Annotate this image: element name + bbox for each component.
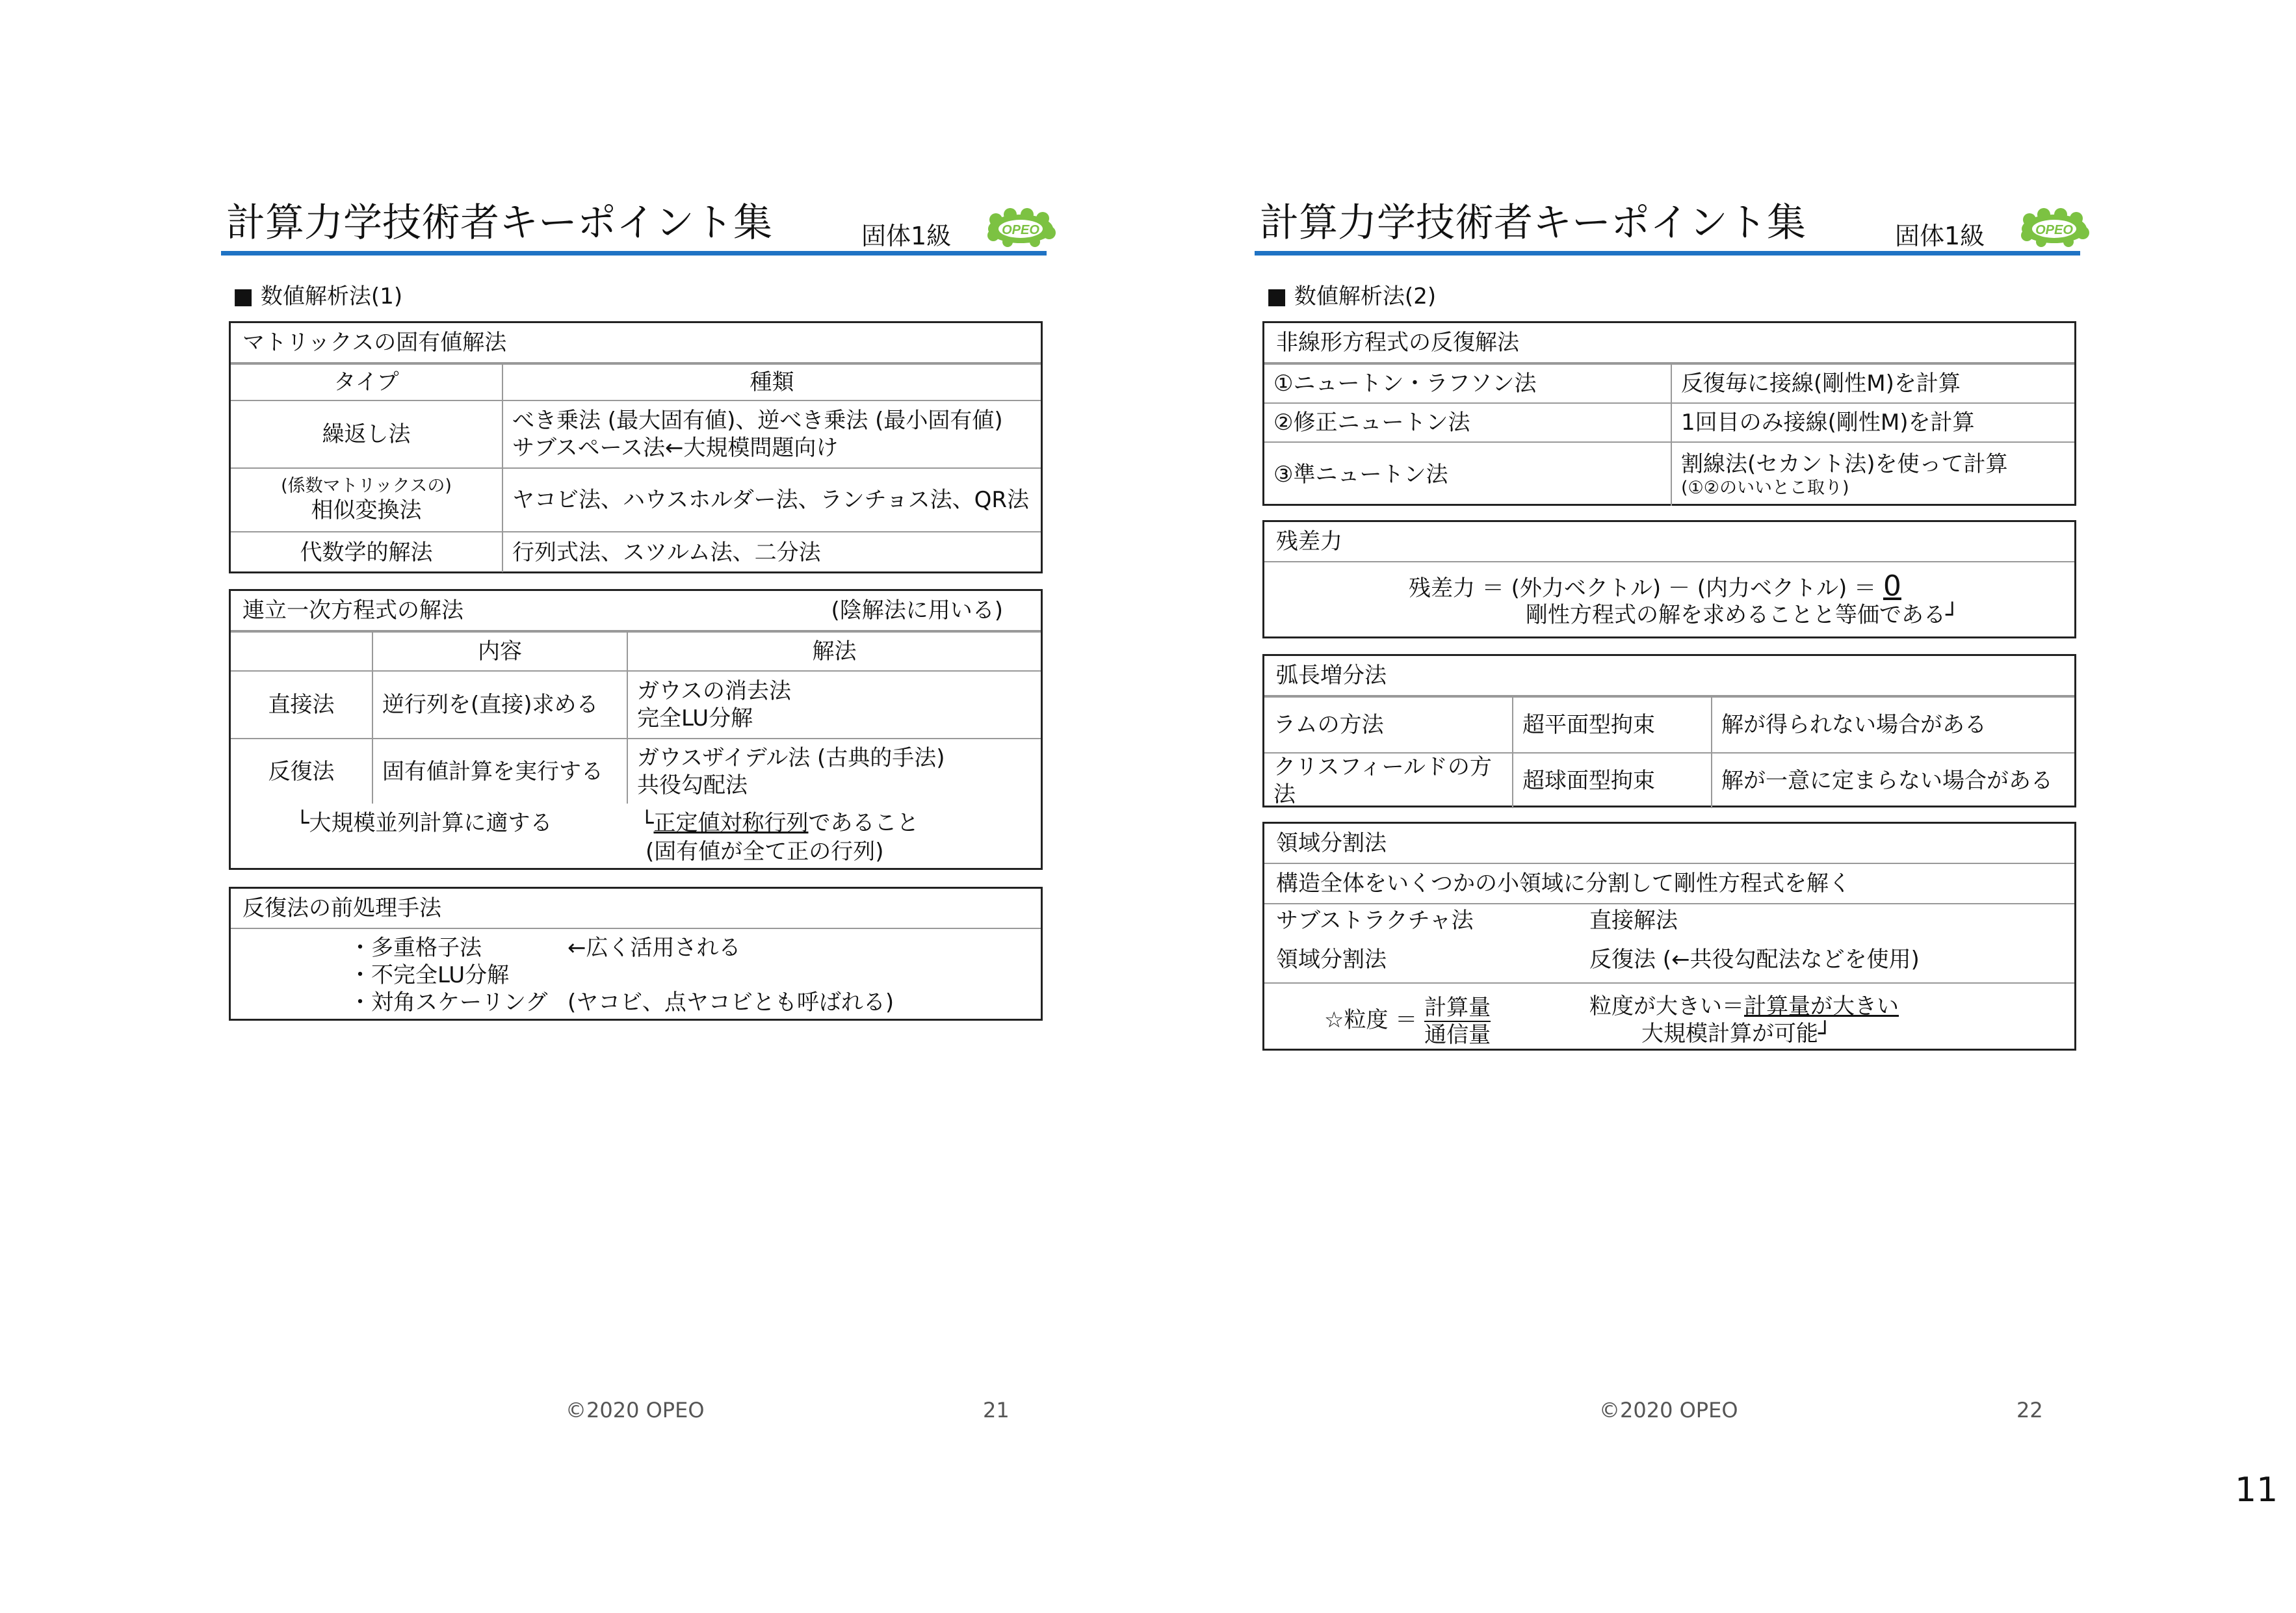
box-header: 連立一次方程式の解法 <box>242 597 463 623</box>
table-row: 代数学的解法 行列式法、スツルム法、二分法 <box>231 532 1041 572</box>
opeo-logo-icon <box>2015 207 2093 248</box>
method-solver: 直接解法 <box>1589 908 1678 934</box>
divider <box>1264 982 2074 984</box>
list-item: ・不完全LU分解 <box>349 962 510 988</box>
column-header: 種類 <box>502 364 1041 400</box>
box-header: 弧長増分法 <box>1264 656 2074 696</box>
eigenvalue-table <box>231 363 1041 572</box>
linear-equation-table <box>231 631 1041 804</box>
preconditioning-box <box>229 887 1043 1021</box>
note-right-sub: (固有値が全て正の行列) <box>646 839 884 865</box>
list-note: ←広く活用される <box>567 935 741 961</box>
residual-note: 剛性方程式の解を求めることと等価である┘ <box>1526 602 1959 628</box>
nonlinear-table <box>1264 363 2074 506</box>
column-header: 内容 <box>372 632 627 671</box>
granularity-sub: 大規模計算が可能┘ <box>1641 1021 1832 1047</box>
section-heading: ■ 数値解析法(1) <box>233 283 403 309</box>
opeo-logo-icon <box>982 207 1060 248</box>
note-right: └正定値対称行列であること <box>640 810 919 836</box>
slide-title: 計算力学技術者キーポイント集 <box>226 200 772 246</box>
box-header: 反復法の前処理手法 <box>231 889 1041 929</box>
eigenvalue-methods-box <box>229 321 1043 573</box>
table-row: ラムの方法 超平面型拘束 解が得られない場合がある <box>1264 697 2074 753</box>
copyright: ©2020 OPEO <box>566 1398 705 1423</box>
equation-zero: 0 <box>1883 570 1901 603</box>
table-row: ③準ニュートン法 割線法(セカント法)を使って計算 (①②のいいとこ取り) <box>1264 442 2074 506</box>
residual-equation: 残差力 ＝ (外力ベクトル) － (内力ベクトル) ＝ 0 <box>1409 570 1901 603</box>
box-header: 非線形方程式の反復解法 <box>1264 323 2074 363</box>
svg-text:OPEO: OPEO <box>1002 223 1039 237</box>
table-row: 直接法 逆行列を(直接)求める ガウスの消去法 完全LU分解 <box>231 671 1041 739</box>
box-subheader: 構造全体をいくつかの小領域に分割して剛性方程式を解く <box>1264 864 2074 904</box>
linear-equation-methods-box <box>229 589 1043 870</box>
page-number: 22 <box>2016 1398 2043 1423</box>
grade-label: 固体1級 <box>1895 222 1985 250</box>
list-note: (ヤコビ、点ヤコビとも呼ばれる) <box>567 990 894 1016</box>
table-row: ①ニュートン・ラフソン法 反復毎に接線(剛性M)を計算 <box>1264 364 2074 403</box>
table-row: クリスフィールドの方法 超球面型拘束 解が一意に定まらない場合がある <box>1264 753 2074 808</box>
section-heading: ■ 数値解析法(2) <box>1266 283 1437 309</box>
list-item: ・対角スケーリング <box>349 990 548 1016</box>
box-header: 残差力 <box>1264 522 2074 562</box>
slide-22 <box>1255 0 2230 1495</box>
box-header-note: (陰解法に用いる) <box>831 597 1003 623</box>
list-item: ・多重格子法 <box>349 935 482 961</box>
sheet-page-number: 11 <box>2235 1471 2278 1510</box>
column-header: 解法 <box>627 632 1041 671</box>
page-number: 21 <box>983 1398 1010 1423</box>
box-header: マトリックスの固有値解法 <box>231 323 1041 363</box>
title-underline <box>221 251 1047 256</box>
table-row: 繰返し法 べき乗法 (最大固有値)、逆べき乗法 (最小固有値) サブスペース法←大規模問題向け <box>231 400 1041 468</box>
slide-title: 計算力学技術者キーポイント集 <box>1260 200 1806 246</box>
slide-21 <box>221 0 1196 1495</box>
arc-length-box <box>1262 654 2076 807</box>
domain-decomposition-box <box>1262 822 2076 1051</box>
copyright: ©2020 OPEO <box>1599 1398 1738 1423</box>
table-row: (係数マトリックスの) 相似変換法 ヤコビ法、ハウスホルダー法、ランチョス法、QR法 <box>231 468 1041 532</box>
note-left: └大規模並列計算に適する <box>296 810 553 836</box>
svg-text:OPEO: OPEO <box>2035 223 2073 237</box>
granularity-fraction: $\frac{\text{計算量}}{\text{通信量}}$ <box>1424 994 1491 1048</box>
table-row: 反復法 固有値計算を実行する ガウスザイデル法 (古典的手法) 共役勾配法 <box>231 739 1041 804</box>
granularity-formula: ☆粒度 ＝ $\frac{\text{計算量}}{\text{通信量}}$ <box>1324 994 1491 1048</box>
grade-label: 固体1級 <box>861 222 952 250</box>
arc-length-table <box>1264 696 2074 808</box>
method-name: 領域分割法 <box>1276 947 1387 973</box>
granularity-note: 粒度が大きい＝計算量が大きい <box>1589 993 1899 1019</box>
box-header: 領域分割法 <box>1264 824 2074 864</box>
title-underline <box>1255 251 2080 256</box>
method-name: サブストラクチャ法 <box>1276 908 1474 934</box>
column-header: タイプ <box>231 364 502 400</box>
nonlinear-methods-box <box>1262 321 2076 506</box>
table-row: ②修正ニュートン法 1回目のみ接線(剛性M)を計算 <box>1264 403 2074 442</box>
method-solver: 反復法 (←共役勾配法などを使用) <box>1589 947 1920 973</box>
residual-force-box <box>1262 520 2076 638</box>
